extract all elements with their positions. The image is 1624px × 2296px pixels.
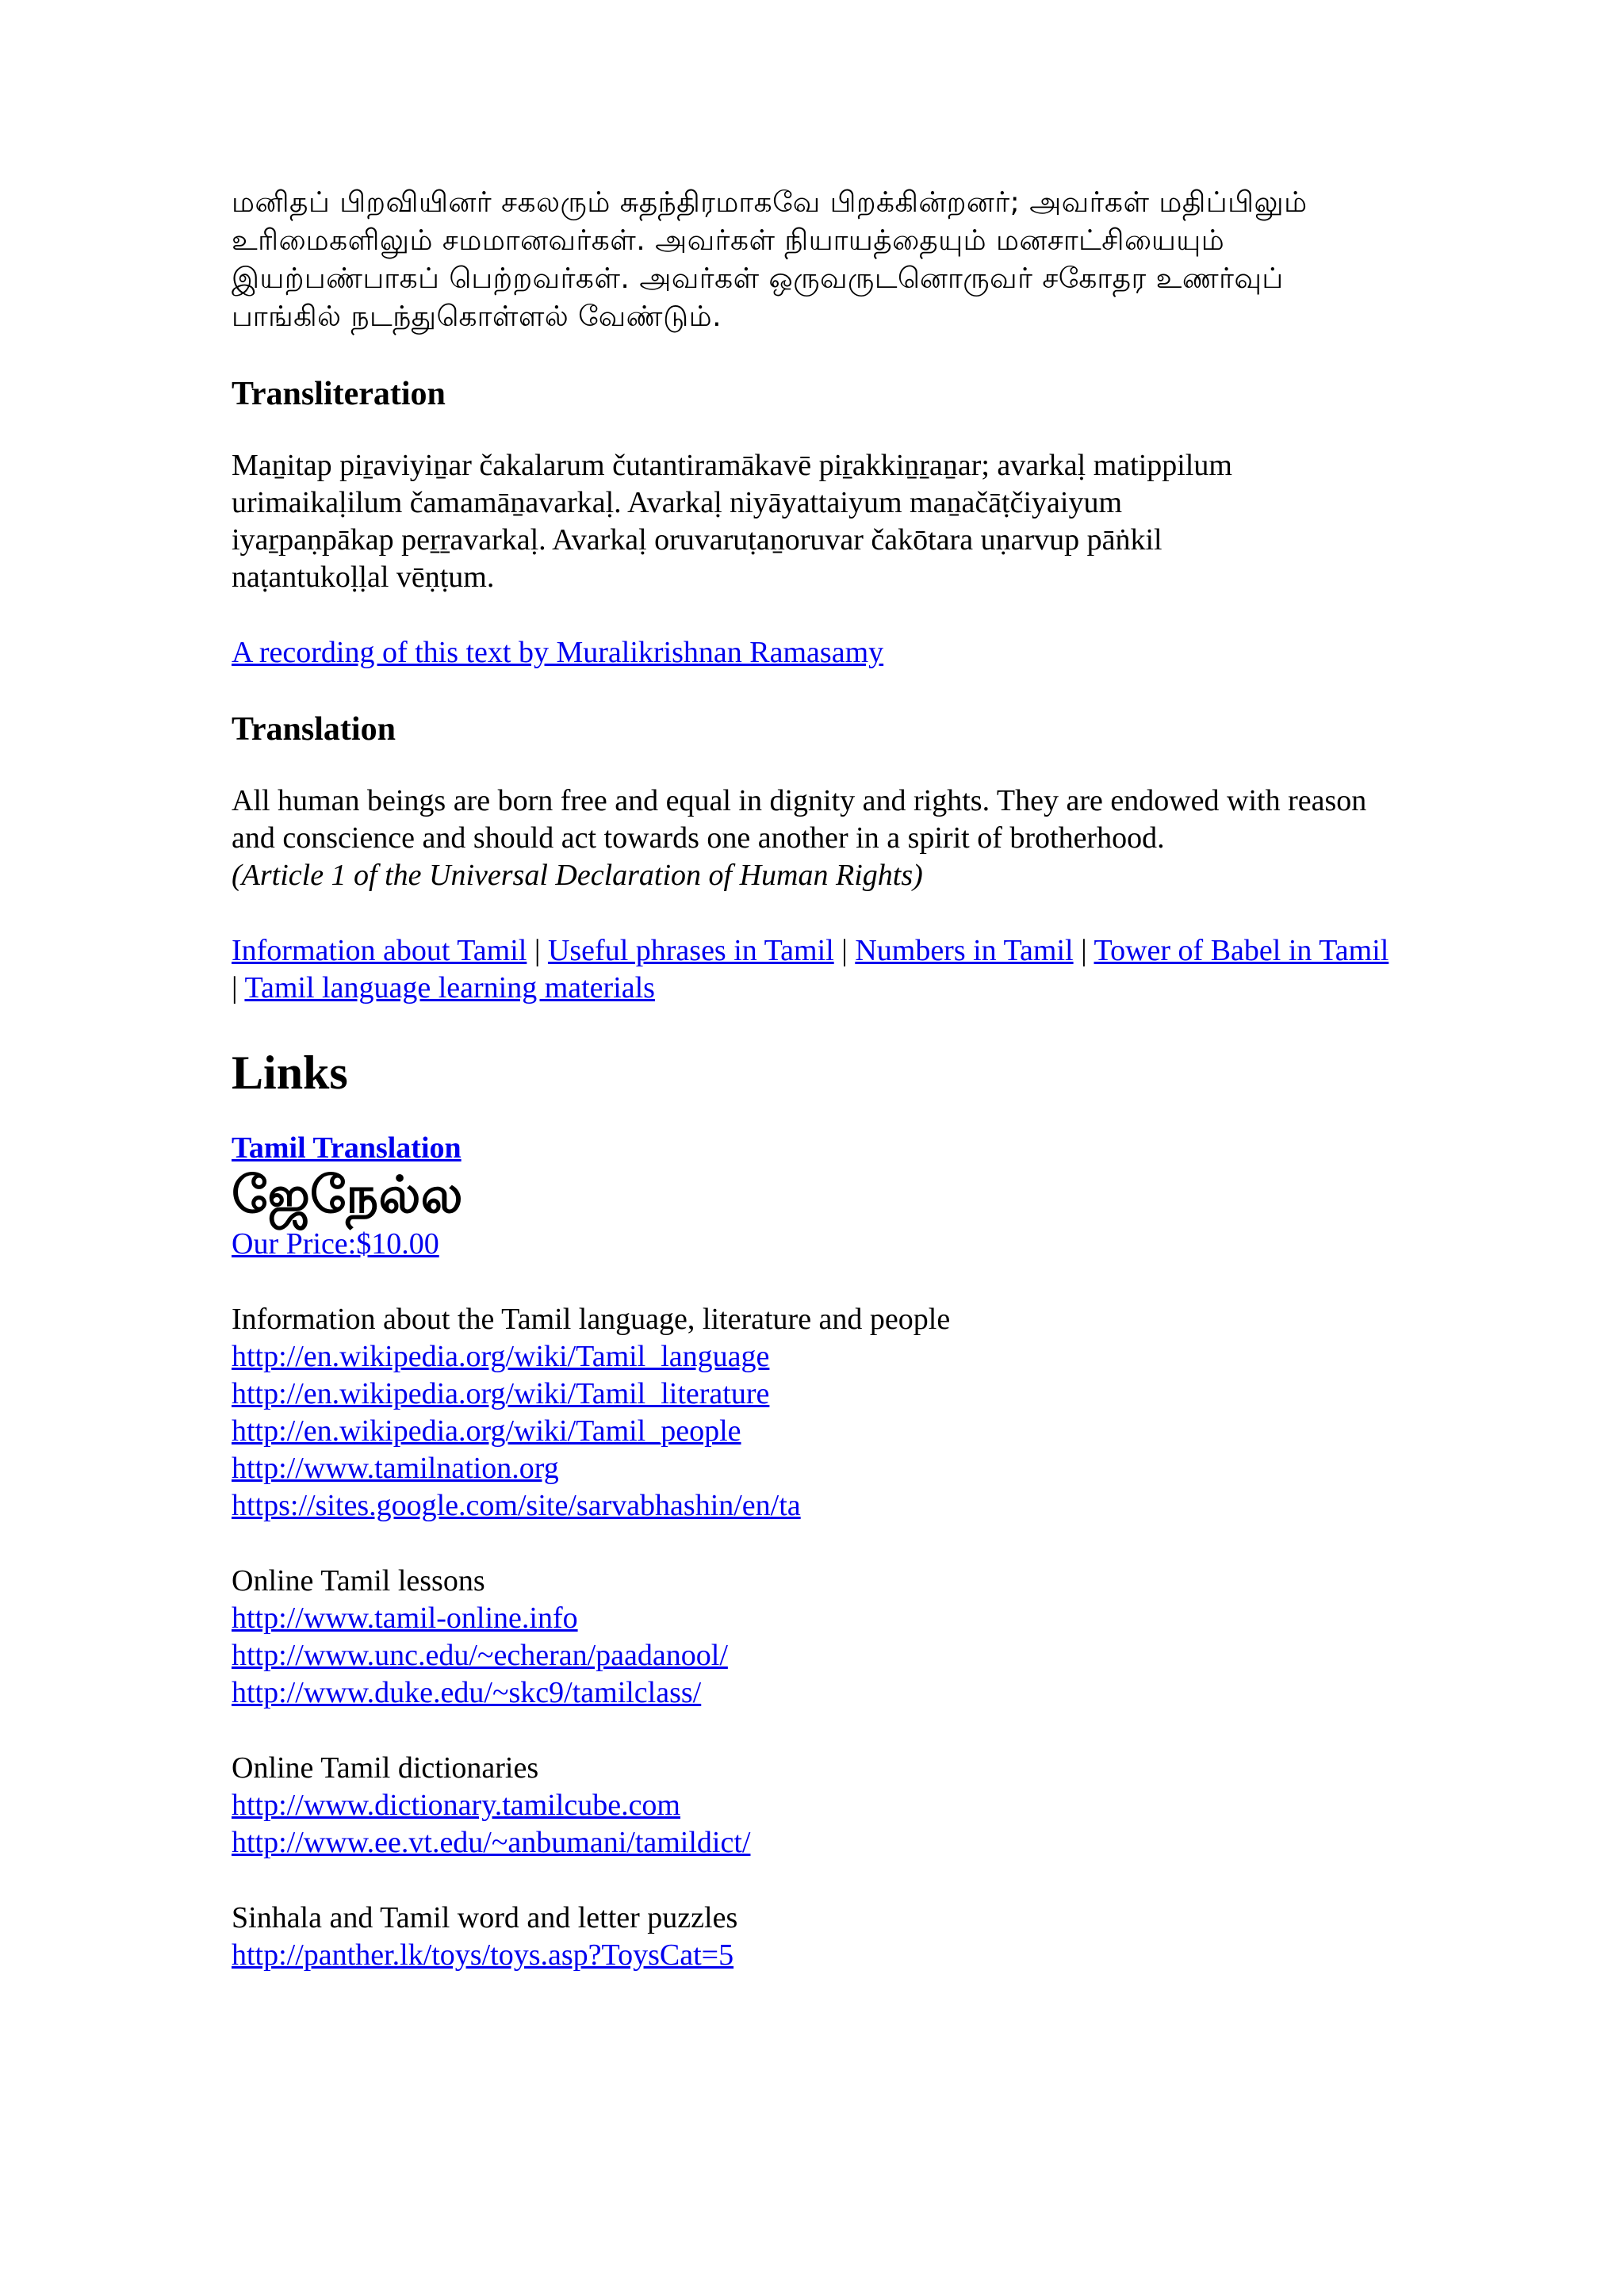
link-tamilnation[interactable]: http://www.tamilnation.org (232, 1452, 559, 1485)
link-duke-tamilclass[interactable]: http://www.duke.edu/~skc9/tamilclass/ (232, 1676, 702, 1709)
transliteration-text: Maṉitap piṟaviyiṉar čakalarum čutantiramākavē piṟakkiṉṟaṉar; avarkaḷ matippilum urimaikaḷilum čamamāṉavarkaḷ. Avarkaḷ niyāyattaiyum maṉačāṭčiyaiyum iyaṟpaṇpākap peṟṟavarkaḷ. Avarkaḷ oruvaruṭaṉoruvar čakōtara uṇarvup pāṅkil naṭantukoḷḷal vēṇṭum. (232, 449, 1232, 594)
translation-heading: Translation (232, 711, 396, 748)
links-group-puzzles (232, 1900, 1397, 1974)
nav-separator: | (841, 934, 848, 967)
links-group-information (232, 1301, 1397, 1525)
link-vt-tamildict[interactable]: http://www.ee.vt.edu/~anbumani/tamildict/ (232, 1826, 751, 1859)
product-price-link[interactable]: Our Price:$10.00 (232, 1227, 439, 1261)
nav-link-learning-materials[interactable]: Tamil language learning materials (244, 971, 655, 1004)
group-label: Sinhala and Tamil word and letter puzzles (232, 1901, 738, 1934)
product-title-link[interactable]: Tamil Translation (232, 1131, 462, 1165)
translation-citation: (Article 1 of the Universal Declaration of Human Rights) (232, 859, 923, 892)
links-group-lessons (232, 1563, 1397, 1712)
recording-link[interactable]: A recording of this text by Muralikrishnan Ramasamy (232, 636, 884, 669)
group-label: Information about the Tamil language, literature and people (232, 1303, 951, 1336)
tamil-paragraph: மனிதப் பிறவியினர் சகலரும் சுதந்திரமாகவே பிறக்கின்றனர்; அவர்கள் மதிப்பிலும் உரிமைகளிலும் சமமானவர்கள். அவர்கள் நியாயத்தையும் மனசாட்சியையும் இயற்பண்பாகப் பெற்றவர்கள். அவர்கள் ஒருவருடனொருவர் சகோதர உணர்வுப் பாங்கில் நடந்துகொள்ளல் வேண்டும். (232, 186, 1308, 333)
link-unc-paadanool[interactable]: http://www.unc.edu/~echeran/paadanool/ (232, 1639, 728, 1672)
translation-text: All human beings are born free and equal in dignity and rights. They are endowed with reason and conscience and should act towards one another in a spirit of brotherhood. (232, 784, 1367, 855)
product-tamil-text: ஜேநேல்ல (232, 1166, 463, 1225)
recording-line (232, 634, 1397, 672)
nav-separator: | (1081, 934, 1087, 967)
group-label: Online Tamil lessons (232, 1564, 485, 1598)
link-wikipedia-tamil-language[interactable]: http://en.wikipedia.org/wiki/Tamil_language (232, 1340, 770, 1373)
product-block (232, 1131, 1397, 1263)
link-tamilcube-dictionary[interactable]: http://www.dictionary.tamilcube.com (232, 1789, 680, 1822)
nav-links (232, 932, 1397, 1007)
link-panther-toys[interactable]: http://panther.lk/toys/toys.asp?ToysCat=5 (232, 1938, 734, 1972)
link-wikipedia-tamil-people[interactable]: http://en.wikipedia.org/wiki/Tamil_people (232, 1414, 741, 1448)
translation-paragraph (232, 783, 1397, 894)
link-sarvabhashin[interactable]: https://sites.google.com/site/sarvabhashin/en/ta (232, 1489, 801, 1522)
link-tamil-online[interactable]: http://www.tamil-online.info (232, 1601, 578, 1635)
links-heading: Links (232, 1047, 348, 1099)
nav-separator: | (232, 971, 238, 1004)
nav-link-numbers[interactable]: Numbers in Tamil (855, 934, 1074, 967)
nav-link-tower-of-babel[interactable]: Tower of Babel in Tamil (1094, 934, 1389, 967)
links-group-dictionaries (232, 1750, 1397, 1862)
link-wikipedia-tamil-literature[interactable]: http://en.wikipedia.org/wiki/Tamil_literature (232, 1377, 770, 1410)
group-label: Online Tamil dictionaries (232, 1751, 539, 1785)
transliteration-heading: Transliteration (232, 376, 446, 412)
nav-link-information[interactable]: Information about Tamil (232, 934, 527, 967)
nav-separator: | (534, 934, 541, 967)
document-page (232, 184, 1397, 1974)
nav-link-useful-phrases[interactable]: Useful phrases in Tamil (547, 934, 834, 967)
